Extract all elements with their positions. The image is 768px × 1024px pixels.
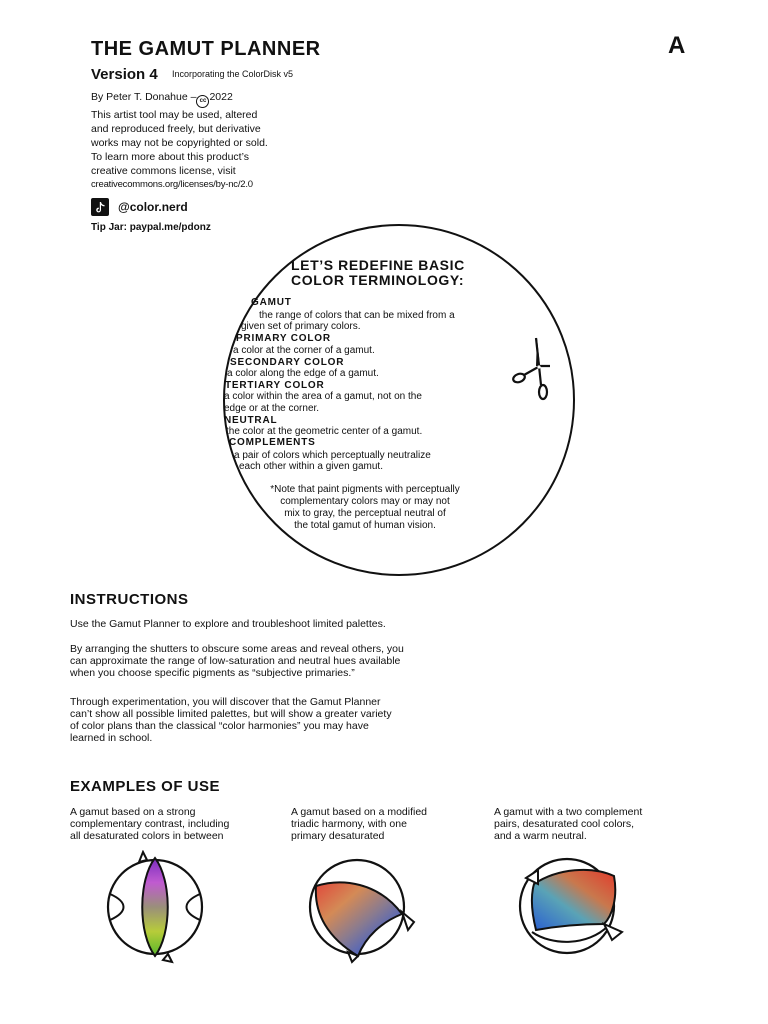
caption-line: and a warm neutral. — [494, 830, 587, 842]
term-gamut: GAMUT — [251, 297, 292, 308]
example-diagram-two-complements — [512, 854, 630, 964]
caption-line: A gamut with a two complement — [494, 806, 643, 818]
note-line: complementary colors may or may not — [280, 496, 450, 507]
caption-line: triadic harmony, with one — [291, 818, 407, 830]
author: By Peter T. Donahue – — [91, 91, 197, 103]
license-line: and reproduced freely, but derivative — [91, 123, 261, 135]
license-line: works may not be copyrighted or sold. — [91, 137, 268, 149]
page-letter: A — [668, 32, 686, 59]
instructions-paragraph — [70, 696, 450, 744]
caption-line: primary desaturated — [291, 830, 385, 842]
caption-line: A gamut based on a modified — [291, 806, 428, 818]
paragraph-line: when you choose specific pigments as “subjective primaries.” — [70, 667, 355, 679]
caption-line: A gamut based on a strong — [70, 806, 196, 818]
instructions-paragraph — [70, 643, 450, 679]
caption-line: all desaturated colors in between — [70, 830, 224, 842]
license-line: This artist tool may be used, altered — [91, 109, 258, 121]
license-line: To learn more about this product’s — [91, 151, 249, 163]
paragraph-line: Through experimentation, you will discover that the Gamut Planner — [70, 696, 381, 708]
term-complements: COMPLEMENTS — [229, 437, 316, 448]
terminology-heading — [291, 258, 465, 288]
social-handle: @color.nerd — [118, 200, 188, 214]
caption-line: pairs, desaturated cool colors, — [494, 818, 635, 830]
license-url: creativecommons.org/licenses/by-nc/2.0 — [91, 179, 253, 190]
paragraph-line: of color plans than the classical “color harmonies” you may have — [70, 720, 369, 732]
heading-line: COLOR TERMINOLOGY: — [291, 272, 465, 288]
term-neutral: NEUTRAL — [224, 415, 278, 426]
example-caption — [70, 806, 260, 842]
credits-block — [91, 90, 321, 192]
year: 2022 — [209, 91, 233, 103]
version-subtitle: Incorporating the ColorDisk v5 — [172, 69, 294, 79]
example-caption — [494, 806, 684, 842]
def-secondary-color: a color along the edge of a gamut. — [227, 368, 379, 379]
paragraph-line: can approximate the range of low-saturation and neutral hues available — [70, 655, 401, 667]
caption-line: complementary contrast, including — [70, 818, 230, 830]
term-secondary-color: SECONDARY COLOR — [230, 357, 345, 368]
version-label: Version 4 — [91, 66, 158, 83]
def-complements-line: each other within a given gamut. — [239, 461, 383, 472]
tiktok-icon — [91, 198, 109, 216]
instructions-paragraph: Use the Gamut Planner to explore and troubleshoot limited palettes. — [70, 618, 386, 630]
license-line: creative commons license, visit — [91, 165, 236, 177]
terminology-note — [250, 484, 480, 532]
def-tertiary-color-line: edge or at the corner. — [224, 403, 320, 414]
tip-jar: Tip Jar: paypal.me/pdonz — [91, 222, 211, 233]
examples-heading: EXAMPLES OF USE — [70, 778, 221, 795]
example-diagram-complementary — [100, 850, 210, 965]
def-primary-color: a color at the corner of a gamut. — [233, 345, 375, 356]
heading-line: LET’S REDEFINE BASIC — [291, 257, 465, 273]
note-line: the total gamut of human vision. — [294, 520, 436, 531]
example-caption — [291, 806, 481, 842]
def-gamut-line: the range of colors that can be mixed from a — [259, 310, 455, 321]
social-row — [91, 198, 188, 216]
term-tertiary-color: TERTIARY COLOR — [225, 380, 325, 391]
note-line: mix to gray, the perceptual neutral of — [284, 508, 446, 519]
author-line — [91, 90, 321, 108]
def-neutral: the color at the geometric center of a gamut. — [226, 426, 423, 437]
paragraph-line: can’t show all possible limited palettes, but will show a greater variety — [70, 708, 392, 720]
note-line: *Note that paint pigments with perceptually — [270, 484, 460, 495]
page-title: THE GAMUT PLANNER — [91, 38, 321, 60]
example-diagram-triadic — [302, 852, 420, 964]
def-complements-line: a pair of colors which perceptually neutralize — [234, 450, 431, 461]
scissors-icon — [510, 336, 560, 406]
creative-commons-icon: cc — [196, 95, 209, 108]
paragraph-line: learned in school. — [70, 732, 153, 744]
term-primary-color: PRIMARY COLOR — [236, 333, 331, 344]
paragraph-line: By arranging the shutters to obscure some areas and reveal others, you — [70, 643, 404, 655]
instructions-heading: INSTRUCTIONS — [70, 591, 189, 608]
def-gamut-line: given set of primary colors. — [241, 321, 361, 332]
def-tertiary-color-line: a color within the area of a gamut, not on the — [224, 391, 422, 402]
